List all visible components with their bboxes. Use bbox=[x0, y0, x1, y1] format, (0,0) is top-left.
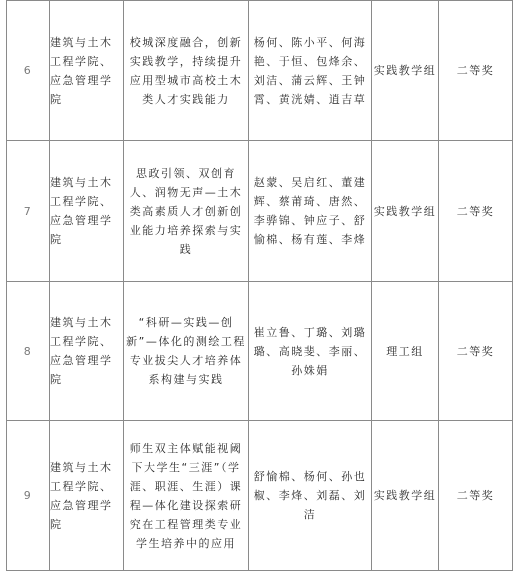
group-text: 理工组 bbox=[386, 344, 424, 358]
award-text: 二等奖 bbox=[456, 204, 495, 218]
project-title-text: “科研—实践—创新”—体化的测绘工程专业拔尖人才培养体系构建与实践 bbox=[126, 316, 246, 386]
members-cell bbox=[249, 1, 372, 141]
project-title-cell bbox=[124, 282, 249, 421]
award-cell bbox=[439, 421, 513, 571]
group-cell bbox=[372, 282, 439, 421]
project-title-cell bbox=[124, 421, 249, 571]
project-title-cell bbox=[124, 1, 249, 141]
row-index: 8 bbox=[7, 282, 50, 421]
college-cell bbox=[50, 282, 124, 421]
college-cell bbox=[50, 1, 124, 141]
members-cell bbox=[249, 421, 372, 571]
group-text: 实践教学组 bbox=[373, 64, 437, 77]
group-text: 实践教学组 bbox=[373, 489, 437, 502]
college-cell bbox=[50, 141, 124, 282]
award-text: 二等奖 bbox=[456, 489, 495, 502]
award-cell bbox=[439, 282, 513, 421]
row-index: 9 bbox=[7, 421, 50, 571]
members-cell bbox=[249, 141, 372, 282]
members-cell bbox=[249, 282, 372, 421]
college-text: 建筑与土木工程学院、应急管理学院 bbox=[50, 460, 113, 531]
award-table bbox=[6, 0, 513, 571]
members-text: 杨何、陈小平、何海艳、于恒、包烽余、刘洁、蒲云辉、王钟霄、黄洸婧、逍吉草 bbox=[253, 35, 367, 106]
table-row bbox=[7, 421, 513, 571]
table-row bbox=[7, 141, 513, 282]
table-row bbox=[7, 1, 513, 141]
members-text: 赵蒙、吴启红、董建辉、蔡莆琦、唐然、李骅锦、钟应子、舒愉棉、杨有莲、李烽 bbox=[253, 176, 367, 246]
project-title-text: 师生双主体赋能视阈下大学生“三涯”（学涯、职涯、生涯）课程—体化建设探索研究在工程管理类专业学生培养中的应用 bbox=[129, 441, 243, 550]
group-text: 实践教学组 bbox=[373, 204, 437, 218]
college-text: 建筑与土木工程学院、应急管理学院 bbox=[50, 316, 113, 386]
college-text: 建筑与土木工程学院、应急管理学院 bbox=[50, 35, 113, 106]
group-cell bbox=[372, 421, 439, 571]
group-cell bbox=[372, 141, 439, 282]
award-text: 二等奖 bbox=[456, 344, 495, 358]
group-cell bbox=[372, 1, 439, 141]
table-row bbox=[7, 282, 513, 421]
project-title-text: 思政引领、双创育人、润物无声—土木类高素质人才创新创业能力培养探索与实践 bbox=[129, 166, 243, 256]
members-text: 崔立鲁、丁璐、刘璐璐、高晓斐、李丽、孙姝娟 bbox=[253, 325, 367, 377]
college-cell bbox=[50, 421, 124, 571]
row-index: 7 bbox=[7, 141, 50, 282]
award-text: 二等奖 bbox=[456, 64, 495, 77]
project-title-cell bbox=[124, 141, 249, 282]
award-cell bbox=[439, 1, 513, 141]
college-text: 建筑与土木工程学院、应急管理学院 bbox=[50, 176, 113, 246]
award-cell bbox=[439, 141, 513, 282]
members-text: 舒愉棉、杨何、孙也椒、李烽、刘磊、刘洁 bbox=[253, 470, 367, 521]
project-title-text: 校城深度融合，创新实践教学，持续提升应用型城市高校土木类人才实践能力 bbox=[129, 35, 243, 106]
row-index: 6 bbox=[7, 1, 50, 141]
